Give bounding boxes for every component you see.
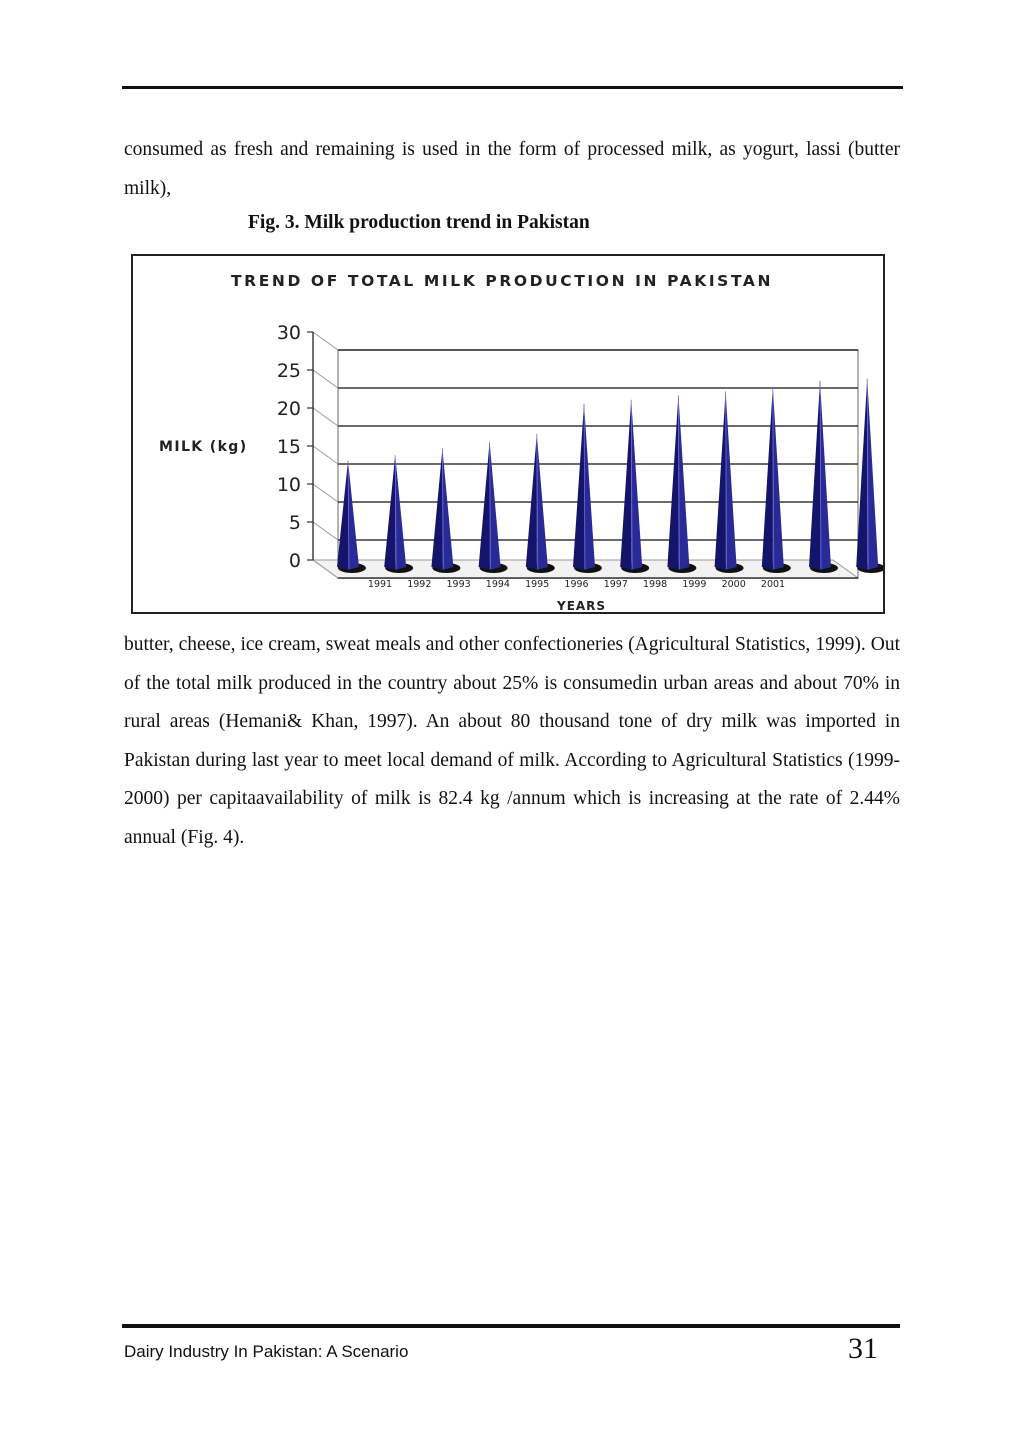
y-tick-label: 20 (276, 398, 301, 420)
x-tick-label: 2001 (760, 579, 786, 590)
x-axis-title: YEARS (557, 599, 607, 612)
x-tick-label: 1995 (525, 579, 550, 590)
x-tick-label: 1993 (446, 579, 471, 590)
x-tick-label: 1992 (407, 579, 432, 590)
x-tick-label: 1998 (643, 579, 668, 590)
y-tick-label: 5 (288, 512, 301, 534)
paragraph-2: butter, cheese, ice cream, sweat meals and other confectioneries (Agricultural Statistics, 1999). Out of the total milk produced in the country about 25% is consumedin urban areas and about 70% in rural areas (Hemani& Khan, 1997). An about 80 thousand tone of dry milk was imported in Pakistan during last year to meet local demand of milk. According to Agricultural Statistics (1999-2000) per capitaavailability of milk is 82.4 kg /annum which is increasing at the rate of 2.44% annual (Fig. 4). (124, 634, 900, 848)
gridline-depth (313, 522, 338, 540)
figure-caption: Fig. 3. Milk production trend in Pakistan (248, 212, 590, 233)
x-tick-label: 1991 (367, 579, 393, 590)
y-tick-label: 15 (276, 436, 301, 458)
y-tick-label: 30 (276, 322, 301, 344)
x-tick-label: 1997 (603, 579, 628, 590)
x-tick-label: 1994 (485, 579, 510, 590)
x-tick-label: 1999 (682, 579, 707, 590)
milk-production-chart (133, 256, 883, 612)
y-axis-title: MILK (kg) (159, 439, 248, 455)
chart-title: TREND OF TOTAL MILK PRODUCTION IN PAKISTAN (231, 272, 774, 290)
plot-area (277, 322, 883, 590)
x-tick-label: 2000 (721, 579, 746, 590)
gridline-depth (313, 484, 338, 502)
y-tick-label: 25 (276, 360, 301, 382)
header-rule (122, 86, 903, 89)
gridline-depth (313, 370, 338, 388)
footer-title: Dairy Industry In Pakistan: A Scenario (124, 1342, 409, 1361)
paragraph-1: consumed as fresh and remaining is used in the form of processed milk, as yogurt, lassi (butter milk), (124, 139, 900, 199)
gridline-depth (313, 446, 338, 464)
footer-rule (122, 1324, 900, 1328)
bar-cone-right (867, 379, 878, 570)
figure-frame (131, 254, 885, 614)
x-tick-label: 1996 (564, 579, 589, 590)
page-number: 31 (848, 1332, 878, 1365)
gridline-depth (313, 408, 338, 426)
gridline-depth (313, 332, 338, 350)
y-tick-label: 10 (276, 474, 301, 496)
y-tick-label: 0 (288, 550, 301, 572)
